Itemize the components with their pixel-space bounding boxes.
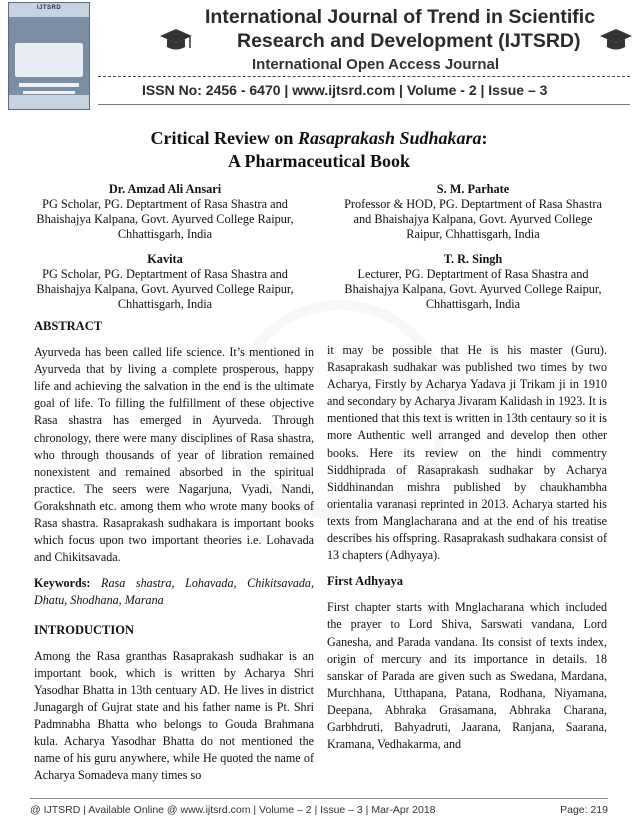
abstract-heading: ABSTRACT — [34, 319, 103, 333]
author-block — [20, 252, 310, 312]
journal-open-access: International Open Access Journal — [252, 56, 500, 73]
article-title-suffix: : — [481, 128, 488, 148]
header-divider — [98, 76, 630, 77]
author-affiliation: PG Scholar, PG. Deptartment of Rasa Shastra and — [42, 267, 288, 281]
author-affiliation: Raipur, Chhattisgarh, India — [406, 227, 540, 241]
body-paragraph: it may be possible that He is his master (Guru). Rasaprakash sudhakar was published two times by two Acharya, Firstly by Acharya Yadava ji Trikam ji in 1910 and secondary by Acharya Jivaram Kalidash in 1923. It is mentioned that this text is written in 13th centaury so it is more Authentic well arranged and develop then other books. Here its review on the hindi commentry Siddhiprada of Rasaprakash sudhakar by Acharya Siddhinandan mishra published by chaukhambha orientalia varanasi reprinted in 2013. Acharya started his texts from Manglacharana and at the end of his treatise describes his offspring. Rasaprakash sudhakara consist of 13 chapters (Adhyaya). — [327, 343, 607, 563]
left-column — [34, 318, 314, 793]
journal-name-line1: International Journal of Trend in Scientific — [205, 6, 596, 28]
author-affiliation: Bhaishajya Kalpana, Govt. Ayurved College Raipur, — [36, 212, 294, 226]
author-affiliation: Chhattisgarh, India — [117, 297, 213, 311]
article-title-prefix: Critical Review on — [150, 128, 298, 148]
journal-name-line2: Research and Development (IJTSRD) — [237, 30, 581, 52]
cover-band — [9, 95, 89, 109]
author-name: Dr. Amzad Ali Ansari — [108, 182, 222, 196]
author-affiliation: Chhattisgarh, India — [425, 297, 521, 311]
issn-line: ISSN No: 2456 - 6470 | www.ijtsrd.com | Volume - 2 | Issue – 3 — [142, 82, 548, 98]
section-heading: First Adhyaya — [327, 574, 404, 589]
journal-cover-image — [8, 2, 90, 110]
article-title — [0, 128, 638, 149]
author-name: T. R. Singh — [443, 252, 503, 266]
author-affiliation: Chhattisgarh, India — [117, 227, 213, 241]
keywords-text: Rasa shastra, Lohavada, Chikitsavada, Dhatu, Shodhana, Marana — [34, 576, 314, 608]
keywords-label: Keywords: — [34, 576, 91, 591]
cover-text: IJTSRD — [36, 5, 62, 11]
cover-line — [23, 91, 75, 94]
author-affiliation: Bhaishajya Kalpana, Govt. Ayurved College Raipur, — [344, 282, 602, 296]
graduation-cap-icon — [158, 26, 194, 54]
introduction-heading: INTRODUCTION — [34, 622, 135, 637]
author-name: S. M. Parhate — [436, 182, 510, 196]
graduation-cap-icon — [598, 26, 634, 54]
article-title-italic: Rasaprakash Sudhakara — [297, 128, 482, 148]
page-number: Page: 219 — [560, 804, 608, 816]
author-affiliation: Lecturer, PG. Deptartment of Rasa Shastra and — [357, 267, 589, 281]
author-block — [328, 182, 618, 242]
introduction-text: Among the Rasa granthas Rasaprakash sudhakar is an important book, which is written by Acharya Shri Yasodhar Bhatta in 13th centuary AD. He lives in district Junagargh of Gujrat state and his father name is Pt. Shri Padmnabha Bhatta who belongs to Gouda Brahmana kula. Acharya Yasodhar Bhatta do not mentioned the name of his guru anywhere, while He quoted the name of Acharya Somadeva many times so — [34, 648, 314, 783]
abstract-text: Ayurveda has been called life science. It’s mentioned in Ayurveda that by living a complete prosperous, happy life and achieving the salvation in the end is the ultimate goal of life. To filling the fulfillment of these objective Rasa shastra has emerged in Ayurveda. Through chronology, there were many disciplines of Rasa shastra, who through thousands of year of libration remained nonexistent and remained absorbed in the spiritual practice. The seers were Nagarjuna, Vyadi, Nandi, Gorakshnath etc. among them who wrote many books of Rasa shastra. Rasaprakash sudhakara is important books which focus upon two important theories i.e. Lohavada and Chikitsavada. — [34, 345, 314, 565]
article-subtitle: A Pharmaceutical Book — [228, 151, 410, 171]
right-column — [327, 342, 607, 762]
author-name: Kavita — [147, 252, 183, 266]
keywords — [34, 575, 314, 609]
footer-divider — [30, 798, 608, 799]
cover-title-block — [15, 43, 83, 77]
author-affiliation: Professor & HOD, PG. Deptartment of Rasa Shastra — [344, 197, 602, 211]
author-block — [328, 252, 618, 312]
author-affiliation: and Bhaishajya Kalpana, Govt. Ayurved College — [353, 212, 593, 226]
footer-citation: @ IJTSRD | Available Online @ www.ijtsrd.com | Volume – 2 | Issue – 3 | Mar-Apr 2018 — [30, 804, 436, 816]
author-block — [20, 182, 310, 242]
page-footer — [30, 804, 608, 816]
header-divider — [98, 104, 630, 105]
body-paragraph: First chapter starts with Mnglacharana which included the prayer to Lord Shiva, Sarswati vandana, Lord Ganesha, and Parada vandana. Its consist of texts index, origin of mercury and its importance in details. 18 sanskar of Parada are given such as Swedana, Mardana, Murchhana, Utthapana, Patana, Rodhana, Niyamana, Deepana, Abhraka Grasamana, Abhraka Charana, Garbhdruti, Bahyadruti, Jaarana, Ranjana, Saarana, Kramana, Vedhakarma, and — [327, 600, 607, 752]
author-affiliation: Bhaishajya Kalpana, Govt. Ayurved College Raipur, — [36, 282, 294, 296]
journal-header — [0, 0, 638, 112]
author-affiliation: PG Scholar, PG. Deptartment of Rasa Shastra and — [42, 197, 288, 211]
cover-line — [19, 83, 79, 87]
